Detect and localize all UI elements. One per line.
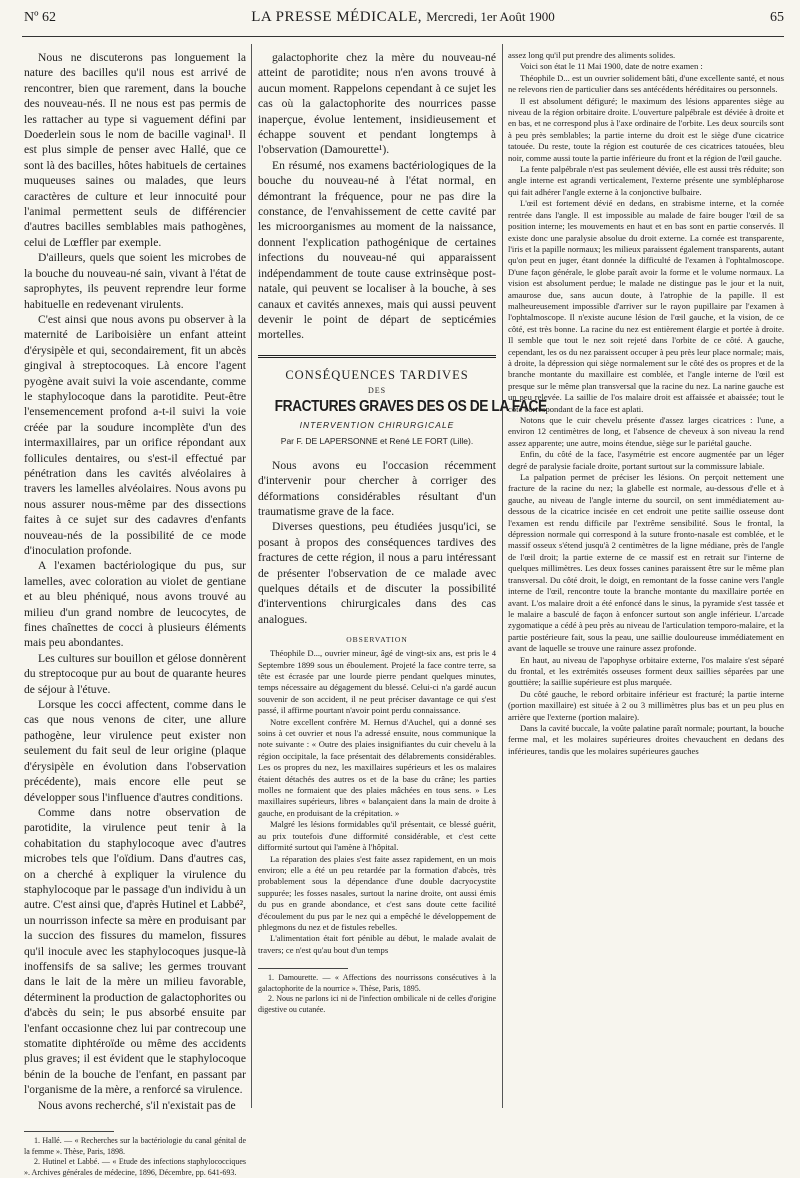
paragraph: A l'examen bactériologique du pus, sur lamelles, avec coloration au violet de gentiane et au bleu phéniqué, nous avons trouvé au milieu d'un grand nombre de leucocytes, de fines chaînettes de cocci à plusieurs éléments mais peu abondantes. [24, 559, 246, 650]
column-2 [258, 50, 547, 1108]
paragraph: Nous avons recherché, s'il n'existait pas de [38, 1098, 236, 1112]
observation-heading: OBSERVATION [346, 635, 408, 645]
paragraph: Il est absolument défiguré; le maximum des lésions apparentes siège au niveau de la région orbitaire droite. L'ouverture palpébrale est déviée à droite et en bas, et ne correspond plus à l'axe ordinaire de l'orbite. Les deux sourcils sont à peu près semblables; la partie interne du droit est le siège d'une cicatrice tatouée. Du reste, toute la région est couturée de ces cicatrices tatouées, bleu noir, comme aussi toute la partie inférieure du front et la région de l'œil gauche. [508, 95, 784, 163]
paragraph: L'œil est fortement dévié en dedans, en strabisme interne, et la cornée rentrée dans l'angle. Il est impossible au malade de faire bouger l'œil de sa position interne; les mouvements en haut et en bas sont en partie conservés. Il existe donc une paralysie absolue du droit externe. La cornée est transparente, l'iris et la papille normaux; les milieux paraissent également transparents, autant qu'on peut en juger, étant donnée la difficulté de l'examen à l'ophtalmoscope. D'une façon générale, le globe paraît avoir la forme et le volume normaux. La vision est absolument perdue; le malade ne distingue pas le jour et la nuit, amaurose due, sans aucun doute, à l'atrophie de la papille. Il est malheureusement impossible d'arriver sur le rayon pupillaire par l'examen à l'ophtalmoscope. Il n'existe aucune lésion de l'œil gauche, et la vision, de ce côté, est très bonne. La racine du nez est entièrement élargie et portée à droite. Il semble que tout le nez soit rejeté dans l'orbite de ce côté. A gauche, cependant, les os du nez paraissent occuper à peu près leur place normale; mais, à droite, la dépression qui siège normalement sur le côté des os propres et de la branche montante du maxillaire est comblée, et l'angle interne de l'œil est presque sur le même plan transversal que la racine du nez. La narine gauche est un peu relevée. La saillie de l'os malaire droit est affaissée et abaissée; tout le côté correspondant de la face est aplati. [508, 198, 784, 414]
article-des: DES [367, 385, 387, 395]
paragraph: Du côté gauche, le rebord orbitaire inférieur est fracturé; la partie interne (portion maxillaire) est située à 2 ou 3 millimètres plus bas et un peu plus en arrière que l'externe (portion malaire). [508, 688, 784, 722]
page-number: 65 [770, 10, 784, 25]
paragraph: En résumé, nos examens bactériologiques de la bouche du nouveau-né à l'état normal, en démontrant la fréquence, pour ne pas dire la constance, de l'envahissement de cette cavité par les microorganismes au moment de la naissance, donnent l'explication pathogénique de certaines infections du nouveau-né qui apparaissent indépendamment de toute cause extrinsèque post-natale, qui peuvent se localiser à la bouche, à ses canaux et cavités annexes, mais qui aussi peuvent devenir le point de départ de septicémies mortelles. [258, 158, 496, 342]
column-divider [251, 44, 252, 1108]
column-1 [24, 50, 246, 1177]
paragraph: Notons que le cuir chevelu présente d'assez larges cicatrices : l'une, a environ 12 centimètres de long, et l'absence de cheveux à son niveau la rend assez apparente; une autre, moins étendue, siège sur le pariétal gauche. [508, 415, 784, 448]
paragraph: En haut, au niveau de l'apophyse orbitaire externe, l'os malaire s'est séparé du frontal, et les extrémités osseuses forment deux saillies séparées par une gouttière; la saillie supérieure est plus marquée. [508, 654, 784, 688]
paragraph: Malgré les lésions formidables qu'il présentait, ce blessé guérit, au prix toutefois d'une difformité considérable, et c'est cette difformité surtout qui l'amène à l'hôpital. [258, 819, 496, 853]
header-rule [22, 36, 784, 37]
paragraph: L'alimentation était fort pénible au début, le malade avalait de travers; ce n'est qu'au bout d'un temps [258, 933, 496, 955]
paragraph: Diverses questions, peu étudiées jusqu'ici, se posant à propos des conséquences tardives des fractures de cette région, il nous a paru intéressant de présenter l'observation de ce malade avec quelques détails et de discuter la possibilité d'interventions chirurgicales dans des cas analogues. [258, 520, 496, 626]
article-authors: Par F. DE LAPERSONNE et René LE FORT (Lille). [280, 435, 474, 446]
paragraph: Voici son état le 11 Mai 1900, date de notre examen : [520, 61, 703, 72]
paragraph: Lorsque les cocci affectent, comme dans le cas que nous venons de citer, une allure pathogène, leur virulence peut exister non seulement du fait seul de leur origine (plaque d'érysipèle en évolution dans l'observation précédente), mais encore elle peut se développer sous l'influence d'autres conditions. [24, 698, 246, 804]
paragraph: galactophorite chez la mère du nouveau-né atteint de parotidite; nous n'en avons trouvé à aucun moment. Rappelons cependant à ce sujet les cas où la galactophorite des nourrices passe inaperçue, évolue lentement, insidieusement et échappe souvent et pendant longtemps à l'observation (Damourette¹). [258, 51, 496, 157]
footnote: 1. Damourette. — « Affections des nourrissons consécutives à la galactophorite de la nourrice ». Thèse, Paris, 1895. [258, 973, 496, 993]
column-divider [502, 44, 503, 1108]
paragraph: Nous avons eu l'occasion récemment d'intervenir pour chercher à corriger des déformations considérables résultant d'un traumatisme grave de la face. [258, 458, 496, 518]
issue-date: Mercredi, 1er Août 1900 [426, 9, 555, 24]
paragraph: Notre excellent confrère M. Hernus d'Auchel, qui a donné ses soins à cet ouvrier et nous l'a adressé ensuite, nous communique la note suivante : « Outre des plaies insignifiantes du cuir chevelu à la région occipitale, la face présentait des délabrements considérables. Les os propres du nez, les maxillaires supérieurs et les os malaires étaient détachés des autres os et de la base du crâne; les parties molles ne formaient que des plaies mâchées en tous sens. » Les maxillaires supérieurs, libres « balançaient dans la main de droite à gauche, en produisant de la crépitation. » [258, 716, 496, 818]
paragraph: Théophile D..., ouvrier mineur, âgé de vingt-six ans, est pris le 4 Septembre 1899 sous un éboulement. Projeté la face contre terre, sa tête est écrasée par une lourde pierre pendant quelques minutes, temps nécessaire au dégagement du blessé. Celui-ci n'a gardé aucun souvenir de son accident, il ne peut préciser davantage ce qui s'est passé, il affirme pourtant n'avoir point perdu connaissance. [258, 648, 496, 716]
paragraph: La réparation des plaies s'est faite assez rapidement, en un mois environ; elle a été un peu retardée par la formation d'abcès, très probablement sous la dépendance d'une double dacryocystite suppurée; les fosses nasales, surtout la narine droite, ont aussi émis du pus en grande abondance, et c'est sans doute cette facilité d'écoulement du pus par le nez qui a empêché le développement de phlegmons du nez et de fistules rebelles. [258, 853, 496, 932]
paragraph: Théophile D... est un ouvrier solidement bâti, d'une excellente santé, et nous ne relevons rien de particulier dans ses antécédents héréditaires ou personnels. [508, 72, 784, 95]
issue-number: Nº 62 [24, 10, 56, 25]
paragraph: assez long qu'il put prendre des aliments solides. [508, 50, 676, 60]
running-header [22, 6, 784, 32]
journal-title [22, 9, 784, 26]
paragraph: La palpation permet de préciser les lésions. On perçoit nettement une fracture de la racine du nez; la glabelle est normale, au-dessous d'elle et à gauche, au niveau de l'angle interne du sourcil, on sent immédiatement au-dessous de la cicatrice incisée en cet endroit une petite saillie osseuse dont l'examen est rendu difficile par l'extrême sensibilité. Sous le frontal, la dépression normale qui correspond à la suture fronto-nasale est comblée, et le massif osseux s'étend jusqu'à 2 centimètres de la ligne médiane, près de l'angle de l'œil droit; la partie externe de ce massif est en retrait sur l'interne de quelques millimètres. Les deux fosses canines paraissent être sur le même plan transversal. Du côté droit, le doigt, en remontant de la fosse canine vers l'angle interne de l'œil, rencontre toute la branche montante du maxillaire portée en avant. L'os malaire droit a été enfoncé dans le sinus, la pyramide s'est tassée et le malaire a basculé de façon à enfoncer surtout son angle inférieur. L'arcade zygomatique a cédé à peu près au niveau de l'articulation temporo-malaire, et la partie postérieure fait, sous la peau, une saillie douloureuse immédiatement en avant de laquelle se trouve une rainure assez profonde. [508, 472, 784, 654]
footnote: 2. Hutinel et Labbé. — « Etude des infections staphylococciques ». Archives générales de médecine, 1896, Décembre, pp. 641-693. [24, 1157, 246, 1177]
paragraph: Dans la cavité buccale, la voûte palatine paraît normale; pourtant, la bouche ferme mal, et les molaires supérieures droites chevauchent en dedans des inférieures, tandis que les molaires supérieures gauches [508, 722, 784, 756]
paragraph: D'ailleurs, quels que soient les microbes de la bouche du nouveau-né sain, vivant à l'état de saprophytes, ils peuvent reprendre leur forme habituelle en redevenant virulents. [24, 251, 246, 311]
column-3 [508, 50, 784, 1108]
article-intro [258, 458, 496, 627]
paragraph: La fente palpébrale n'est pas seulement déviée, elle est aussi très réduite; son angle interne est agrandi verticalement, l'externe présente une symblépharose qui fait adhérer l'angle externe à la conjonctive bulbaire. [508, 164, 784, 197]
paragraph: Nous ne discuterons pas longuement la nature des bacilles qu'il nous est arrivé de rencontrer, bien que rarement, dans la bouche des nouveau-nés. Il ne nous est pas permis de les rattacher au type si vaguement défini par Doederlein sous le nom de bacille vaginal¹. Il est plus simple de penser avec Hallé, que ce sont là des bacilles, hôtes habituels de certaines muqueuses saines ou malades, que leurs caractères de culture et leur innocuité pour l'animal permettent seuls de différencier d'autres bacilles semblables mais pathogènes, celui de Lœffler par exemple. [24, 51, 246, 249]
column-1-body [24, 50, 246, 1113]
paragraph: Enfin, du côté de la face, l'asymétrie est encore augmentée par un léger degré de paralysie faciale droite, portant surtout sur la commissure labiale. [508, 449, 784, 471]
column-3-body [508, 50, 784, 757]
paragraph: Les cultures sur bouillon et gélose donnèrent du streptocoque pur au bout de quarante heures de séjour à l'étuve. [24, 651, 246, 696]
footnote: 2. Nous ne parlons ici ni de l'infection ombilicale ni de celles d'origine digestive ou cutanée. [258, 994, 496, 1014]
paragraph: C'est ainsi que nous avons pu observer à la maternité de Lariboisière un enfant atteint d'érysipèle et qui, secondairement, fit un abcès gingival à streptocoques. Là encore l'agent pyogène avait suivi la voie ascendante, comme le staphylocoque dans la parotidite. Peut-être l'ensemencement profond a-t-il suivi la voie créée par la soudure incomplète d'un des intermaxillaires, par un orifice répondant aux follicules dentaires, ou s'est-il effectué par pénétration dans les cavités alvéolaires à travers les lamelles alvéolaires. Nous avons pu nous assurer nous-même par des dissections faites à ce sujet sur des cadavres d'enfants nouveau-nés de la possibilité de ce mode d'inoculation profonde. [24, 312, 246, 557]
footnote: 1. Hallé. — « Recherches sur la bactériologie du canal génital de la femme ». Thèse, Paris, 1898. [24, 1136, 246, 1156]
column-2-body [258, 50, 496, 343]
article-subtitle: INTERVENTION CHIRURGICALE [299, 419, 455, 430]
footnotes [258, 964, 496, 1015]
paragraph: Comme dans notre observation de parotidite, la virulence peut tenir à la cohabitation du staphylocoque avec d'autres microbes tels que l'oïdium. Dans d'autres cas, on a cherché à expliquer la virulence du staphylocoque par le passage d'un individu à un autre. C'est ainsi que, d'après Hutinel et Labbé², un nourrisson infecte sa mère en produisant par la succion des fissures du mamelon, fissures qu'il inocule avec les staphylocoques jusque-là inoffensifs de sa salive; les germes trouvant dans le lait de la mère un milieu favorable, déterminent la production de galactophorites ou d'abcès du sein; le pus absorbé ensuite par l'enfant occasionne chez lui par contrecoup une stomatite diphtéroïde ou même des accidents plus graves; il est évident que le staphylocoque bénin de la bouche de l'enfant, en passant par l'organisme de la mère, a renforcé sa virulence. [24, 805, 246, 1097]
journal-name: LA PRESSE MÉDICALE, [251, 9, 422, 25]
footnotes [24, 1127, 246, 1178]
article-title: FRACTURES GRAVES DES OS DE LA FACE [274, 397, 547, 415]
article-kicker: CONSÉQUENCES TARDIVES [285, 367, 469, 382]
observation-body [258, 648, 496, 956]
article-separator [258, 355, 496, 358]
